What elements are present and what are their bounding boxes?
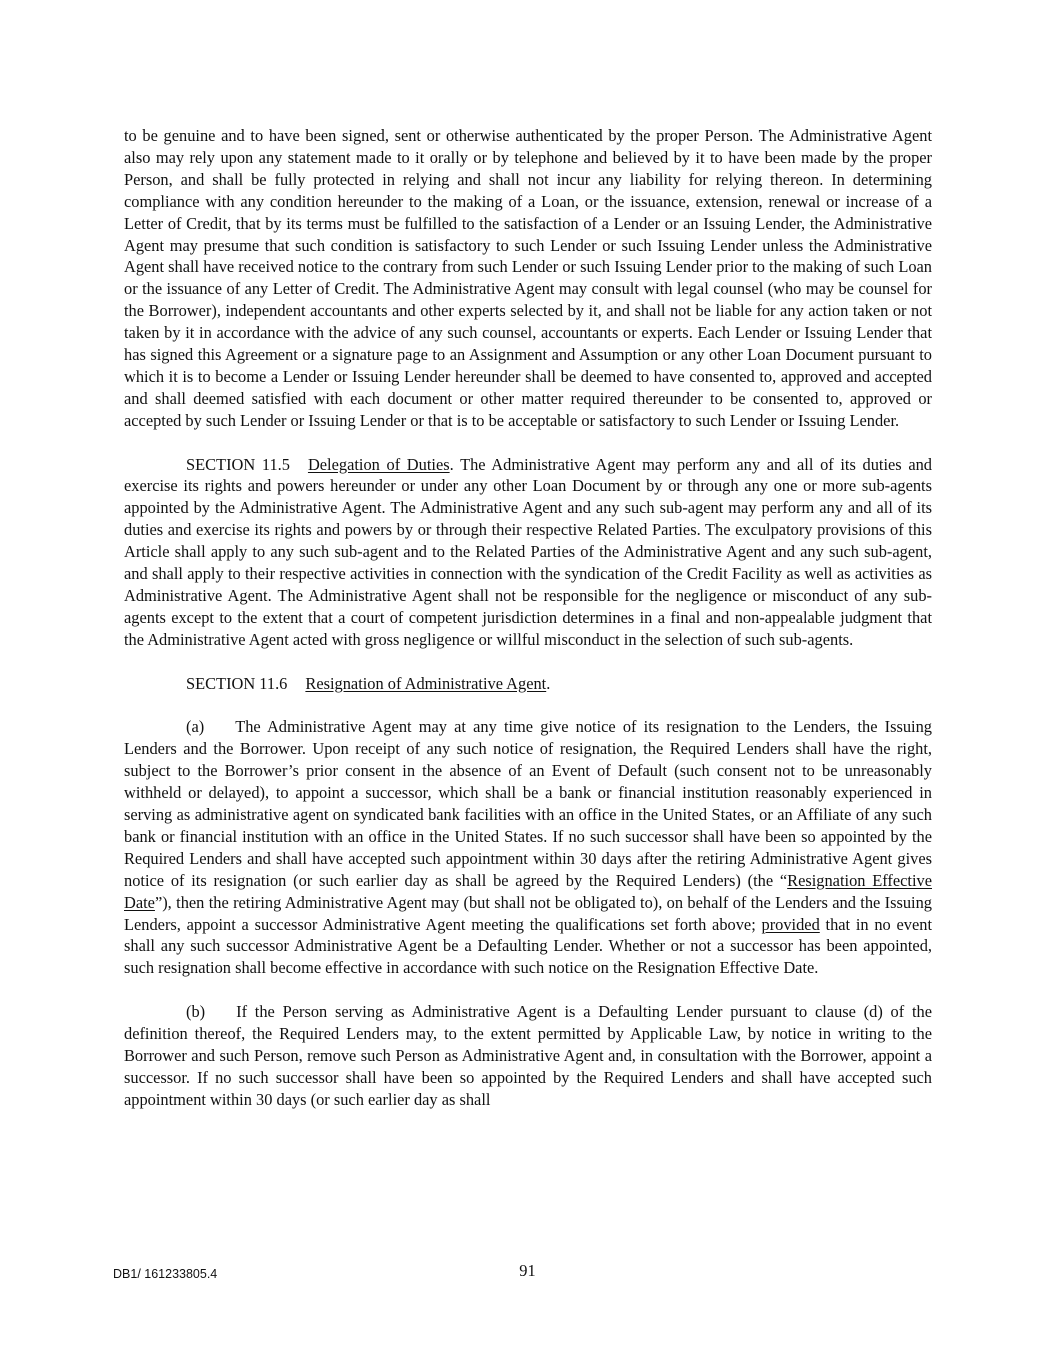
footer-page-number: 91	[519, 1261, 536, 1280]
footer-document-id: DB1/ 161233805.4	[113, 1267, 218, 1281]
paragraph-continuation: to be genuine and to have been signed, sent or otherwise authenticated by the proper Person. The Administrative Agent also may rely upon any statement made to it orally or by telephone and believed by it to have been made by the proper Person, and shall be fully protected in relying and shall not incur any liability for relying thereon. In determining compliance with any condition hereunder to the making of a Loan, or the issuance, extension, renewal or increase of a Letter of Credit, that by its terms must be fulfilled to the satisfaction of a Lender or an Issuing Lender, the Administrative Agent may presume that such condition is satisfactory to such Lender or such Issuing Lender unless the Administrative Agent shall have received notice to the contrary from such Lender or such Issuing Lender prior to the making of such Loan or the issuance of any Letter of Credit. The Administrative Agent may consult with legal counsel (who may be counsel for the Borrower), independent accountants and other experts selected by it, and shall not be liable for any action taken or not taken by it in accordance with the advice of any such counsel, accountants or experts. Each Lender or Issuing Lender that has signed this Agreement or a signature page to an Assignment and Assumption or any other Loan Document pursuant to which it is to become a Lender or Issuing Lender hereunder shall be deemed to have consented to, approved and accepted and shall deemed satisfied with each document or other matter required thereunder to be consented to, approved or accepted by such Lender or Issuing Lender or that is to be acceptable or satisfactory to such Lender or Issuing Lender.	[124, 126, 932, 430]
section-11-5-number: SECTION 11.5	[186, 454, 290, 474]
section-11-6-title-suffix: .	[546, 673, 551, 693]
clause-a-text-1: The Administrative Agent may at any time give notice of its resignation to the Lenders, the Issuing Lenders and the Borrower. Upon receipt of any such notice of resignation, the Required Lenders shall have the right, subject to the Borrower’s prior consent in the absence of an Event of Default (such consent not to be unreasonably withheld or delayed), to appoint a successor, which shall be a bank or financial institution reasonably experienced in serving as administrative agent on syndicated bank facilities with an office in the United States, or an Affiliate of any such bank or financial institution with an office in the United States. If no such successor shall have been so appointed by the Required Lenders and shall have accepted such appointment within 30 days after the retiring Administrative Agent gives notice of its resignation (or such earlier day as shall be agreed by the Required Lenders) (the “	[124, 717, 932, 890]
clause-a-text-3: that in no event shall any such successor Administrative Agent be a Defaulting Lender. Whether or not a successor has been appointed, such resignation shall become effective in accordance with such notice on the Resignation Effective Date.	[124, 914, 932, 978]
section-11-6-title: Resignation of Administrative Agent	[305, 673, 547, 693]
section-11-5-paragraph	[124, 454, 932, 651]
section-11-6-number: SECTION 11.6	[186, 673, 288, 693]
section-11-5-body: . The Administrative Agent may perform any and all of its duties and exercise its rights and powers hereunder or under any other Loan Document by or through any one or more sub-agents appointed by the Administrative Agent. The Administrative Agent and any such sub-agent may perform any and all of its duties and exercise its rights and powers by or through their respective Related Parties. The exculpatory provisions of this Article shall apply to any such sub-agent and to the Related Parties of the Administrative Agent and any such sub-agent, and shall apply to their respective activities in connection with the syndication of the Credit Facility as well as activities as Administrative Agent. The Administrative Agent shall not be responsible for the negligence or misconduct of any sub-agents except to the extent that a court of competent jurisdiction determines in a final and non-appealable judgment that the Administrative Agent acted with gross negligence or willful misconduct in the selection of such sub-agents.	[124, 454, 932, 649]
section-11-6-heading	[124, 673, 932, 695]
clause-a-paragraph	[124, 716, 932, 979]
clause-a-text-2: ”), then the retiring Administrative Agent may (but shall not be obligated to), on behalf of the Lenders and the Issuing Lenders, appoint a successor Administrative Agent meeting the qualifications set forth above;	[124, 892, 932, 934]
clause-b-paragraph	[124, 1001, 932, 1111]
section-11-5-title: Delegation of Duties	[307, 454, 450, 474]
resignation-effective-date-term: Resignation Effective Date	[124, 870, 932, 912]
clause-b-label: (b)	[186, 1002, 206, 1022]
provided-term: provided	[761, 914, 820, 934]
clause-b-text: If the Person serving as Administrative Agent is a Defaulting Lender pursuant to clause (d) of the definition thereof, the Required Lenders may, to the extent permitted by Applicable Law, by notice in writing to the Borrower and such Person, remove such Person as Administrative Agent and, in consultation with the Borrower, appoint a successor. If no such successor shall have been so appointed by the Required Lenders and shall have accepted such appointment within 30 days (or such earlier day as shall	[124, 1002, 932, 1109]
document-body	[124, 125, 932, 1133]
clause-a-label: (a)	[186, 717, 205, 737]
